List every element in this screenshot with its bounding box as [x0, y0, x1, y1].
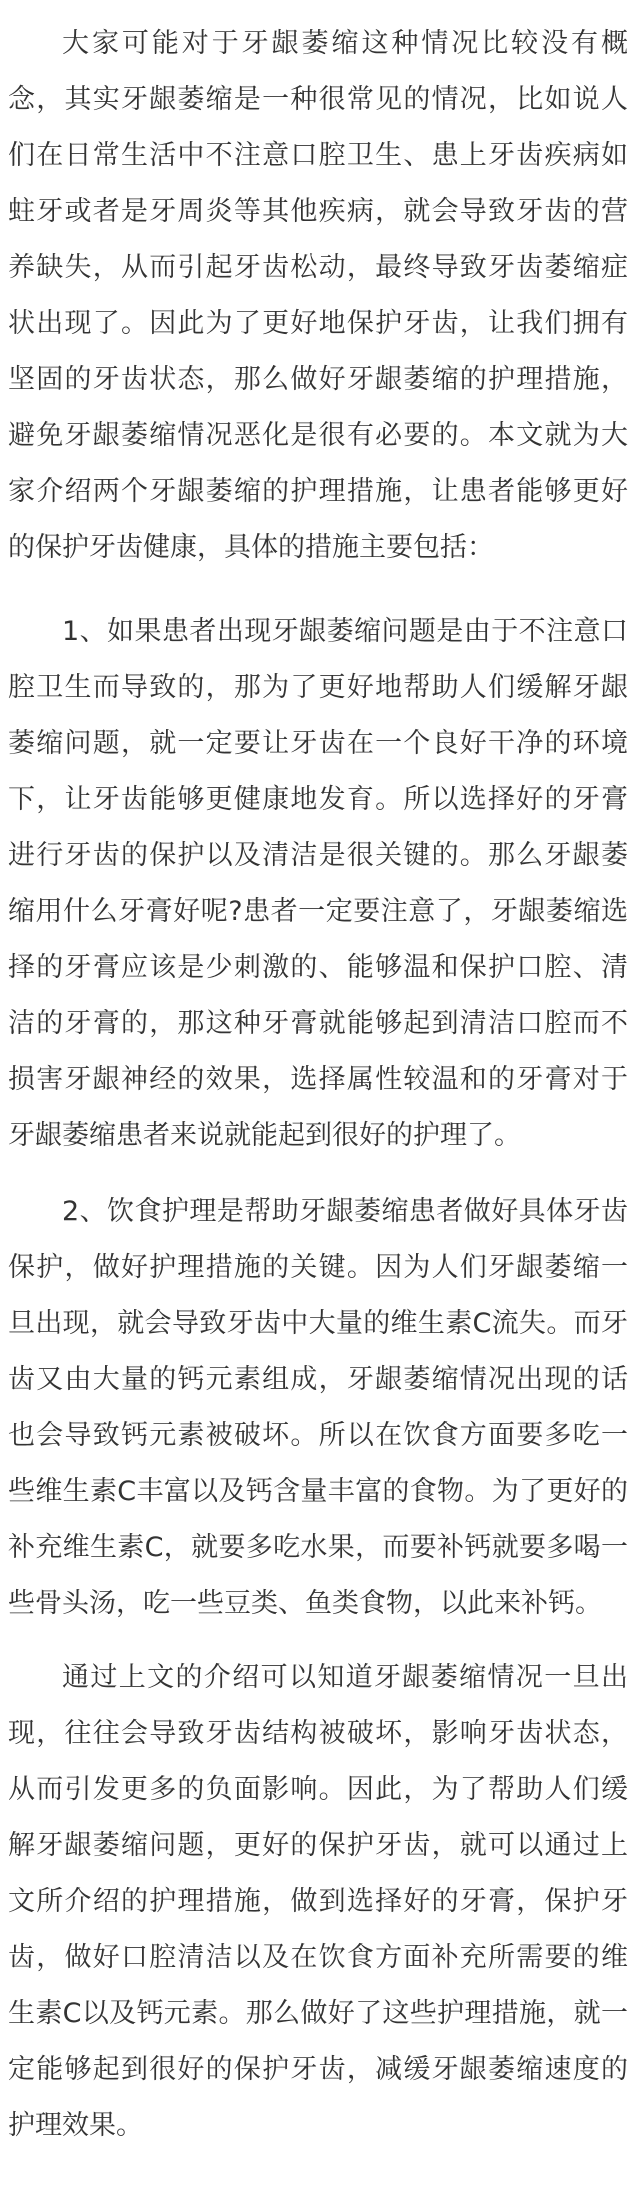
toothpaste-care-paragraph: 1、如果患者出现牙龈萎缩问题是由于不注意口腔卫生而导致的，那为了更好地帮助人们缓解牙龈萎缩问题，就一定要让牙齿在一个良好干净的环境下，让牙齿能够更健康地发育。所以选择好的牙膏进行牙齿的保护以及清洁是很关键的。那么牙龈萎缩用什么牙膏好呢?患者一定要注意了，牙龈萎缩选择的牙膏应该是少刺激的、能够温和保护口腔、清洁的牙膏的，那这种牙膏就能够起到清洁口腔而不损害牙龈神经的效果，选择属性较温和的牙膏对于牙龈萎缩患者来说就能起到很好的护理了。 [8, 616, 628, 1151]
intro-paragraph: 大家可能对于牙龈萎缩这种情况比较没有概念，其实牙龈萎缩是一种很常见的情况，比如说人们在日常生活中不注意口腔卫生、患上牙齿疾病如蛀牙或者是牙周炎等其他疾病，就会导致牙齿的营养缺失，从而引起牙齿松动，最终导致牙齿萎缩症状出现了。因此为了更好地保护牙齿，让我们拥有坚固的牙齿状态，那么做好牙龈萎缩的护理措施，避免牙龈萎缩情况恶化是很有必要的。本文就为大家介绍两个牙龈萎缩的护理措施，让患者能够更好的保护牙齿健康，具体的措施主要包括： [8, 28, 628, 563]
diet-care-paragraph: 2、饮食护理是帮助牙龈萎缩患者做好具体牙齿保护，做好护理措施的关键。因为人们牙龈萎缩一旦出现，就会导致牙齿中大量的维生素C流失。而牙齿又由大量的钙元素组成，牙龈萎缩情况出现的话也会导致钙元素被破坏。所以在饮食方面要多吃一些维生素C丰富以及钙含量丰富的食物。为了更好的补充维生素C，就要多吃水果，而要补钙就要多喝一些骨头汤，吃一些豆类、鱼类食物，以此来补钙。 [8, 1196, 628, 1619]
conclusion-paragraph: 通过上文的介绍可以知道牙龈萎缩情况一旦出现，往往会导致牙齿结构被破坏，影响牙齿状态，从而引发更多的负面影响。因此，为了帮助人们缓解牙龈萎缩问题，更好的保护牙齿，就可以通过上文所介绍的护理措施，做到选择好的牙膏，保护牙齿，做好口腔清洁以及在饮食方面补充所需要的维生素C以及钙元素。那么做好了这些护理措施，就一定能够起到很好的保护牙齿，减缓牙龈萎缩速度的护理效果。 [8, 1662, 628, 2141]
